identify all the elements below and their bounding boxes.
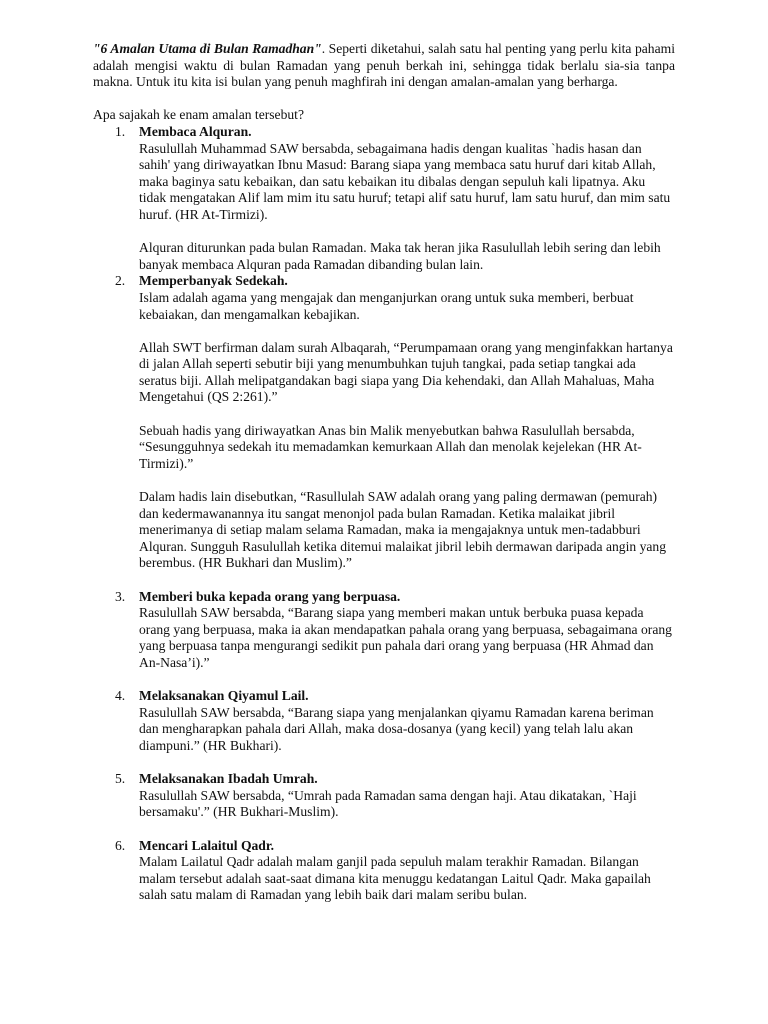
list-item bbox=[93, 589, 675, 672]
list-item bbox=[93, 688, 675, 754]
list-item bbox=[93, 124, 675, 273]
item-title: Melaksanakan Qiyamul Lail. bbox=[139, 688, 309, 704]
item-number: 2. bbox=[115, 273, 126, 289]
item-paragraph: Rasulullah SAW bersabda, “Umrah pada Ramadan sama dengan haji. Atau dikatakan, `Haji bersamaku'.” (HR Bukhari-Muslim). bbox=[139, 787, 637, 820]
list-item bbox=[93, 273, 675, 572]
item-paragraph: Malam Lailatul Qadr adalah malam ganjil pada sepuluh malam terakhir Ramadan. Bilangan malam tersebut adalah saat-saat dimana kita menuggu kedatangan Laitul Qadr. Maka gapailah salah satu malam di Ramadan yang lebih baik dari malam seribu bulan. bbox=[139, 854, 651, 903]
item-paragraph: Rasulullah SAW bersabda, “Barang siapa yang memberi makan untuk berbuka puasa kepada orang yang berpuasa, maka ia akan mendapatkan pahala orang yang berpuasa, sebagaimana orang yang berpuasa tanpa mengurangi sedikit pun pahala dari orang yang berpuasa (HR Ahmad dan An-Nasa’i).” bbox=[139, 605, 672, 670]
intro-title: "6 Amalan Utama di Bulan Ramadhan" bbox=[93, 41, 322, 56]
item-number: 4. bbox=[115, 688, 126, 704]
item-paragraph: Alquran diturunkan pada bulan Ramadan. Maka tak heran jika Rasulullah lebih sering dan lebih banyak membaca Alquran pada Ramadan dibanding bulan lain. bbox=[139, 240, 661, 272]
item-paragraph: Allah SWT berfirman dalam surah Albaqarah, “Perumpamaan orang yang menginfakkan hartanya di jalan Allah seperti sebutir biji yang menumbuhkan tujuh tangkai, pada setiap tangkai ada seratus biji. Allah melipatgandakan bagi siapa yang Dia kehendaki, dan Allah Mahaluas, Maha Mengetahui (QS 2:261).” bbox=[139, 339, 673, 405]
item-number: 6. bbox=[115, 837, 126, 853]
item-paragraph: Rasulullah SAW bersabda, “Barang siapa yang menjalankan qiyamu Ramadan karena beriman dan mengharapkan pahala dari Allah, maka dosa-dosanya (yang kecil) yang telah lalu akan diampuni.” (HR Bukhari). bbox=[139, 704, 654, 753]
list-item bbox=[93, 838, 675, 904]
item-title: Mencari Lalaitul Qadr. bbox=[139, 837, 275, 853]
item-paragraph: Dalam hadis lain disebutkan, “Rasullulah SAW adalah orang yang paling dermawan (pemurah) dan kedermawanannya itu sangat menonjol pada bulan Ramadan. Ketika malaikat jibril menerimanya di setiap malam selama Ramadan, maka ia mengajaknya untuk men-tadabburi Alquran. Sungguh Rasulullah ketika ditemui malaikat jibril lebih dermawan daripada angin yang berembus. (HR Bukhari dan Muslim).” bbox=[139, 489, 667, 571]
item-number: 5. bbox=[115, 771, 126, 787]
amalan-list bbox=[93, 124, 675, 904]
list-item bbox=[93, 771, 675, 821]
item-title: Melaksanakan Ibadah Umrah. bbox=[139, 771, 318, 787]
item-paragraph: Rasulullah Muhammad SAW bersabda, sebagaimana hadis dengan kualitas `hadis hasan dan sahih' yang diriwayatkan Ibnu Masud: Barang siapa yang membaca satu huruf dari kitab Allah, maka baginya satu kebaikan, dan satu kebaikan itu dibalas dengan sepuluh kali lipatnya. Aku tidak mengatakan Alif lam mim itu satu huruf; tetapi alif satu huruf, lam satu huruf, dan mim satu huruf. (HR At-Tirmizi). bbox=[139, 140, 671, 222]
item-title: Membaca Alquran. bbox=[139, 123, 252, 139]
item-title: Memperbanyak Sedekah. bbox=[139, 273, 288, 289]
question-line: Apa sajakah ke enam amalan tersebut? bbox=[93, 107, 304, 123]
intro-paragraph bbox=[93, 41, 675, 91]
item-number: 1. bbox=[115, 123, 126, 139]
item-title: Memberi buka kepada orang yang berpuasa. bbox=[139, 588, 401, 604]
item-number: 3. bbox=[115, 588, 126, 604]
item-paragraph: Sebuah hadis yang diriwayatkan Anas bin Malik menyebutkan bahwa Rasulullah bersabda, “Sesungguhnya sedekah itu memadamkan kemurkaan Allah dan menolak kejelekan (HR At-Tirmizi).” bbox=[139, 422, 642, 471]
intro-text: . Seperti diketahui, salah satu hal penting yang perlu kita pahami adalah mengisi waktu di bulan Ramadan yang penuh berkah ini, sehingga tidak berlalu sia-sia tanpa makna. Untuk itu kita isi bulan yang penuh maghfirah ini dengan amalan-amalan yang berharga. bbox=[93, 41, 675, 90]
item-paragraph: Islam adalah agama yang mengajak dan menganjurkan orang untuk suka memberi, berbuat kebaiakan, dan mengamalkan kebajikan. bbox=[139, 289, 634, 322]
